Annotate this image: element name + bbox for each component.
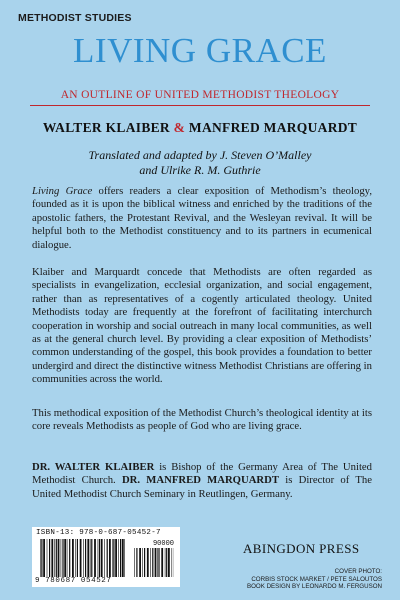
credits-line-1: COVER PHOTO: [334,568,382,575]
series-label: METHODIST STUDIES [18,12,132,24]
bio-klaiber-text: is Bishop of the Germany Area of The United Methodist Church. [32,461,372,487]
credits-line-3: BOOK DESIGN BY LEONARDO M. FERGUSON [246,583,382,591]
translators-credit [0,148,400,178]
author-first: WALTER KLAIBER [42,120,170,135]
bio-name-klaiber: DR. WALTER KLAIBER [32,461,155,473]
book-title: LIVING GRACE [73,31,327,70]
bio-name-marquardt: DR. MANFRED MARQUARDT [121,474,279,487]
barcode-panel [32,527,180,587]
translators-line-2: and Ulrike R. M. Guthrie [139,163,261,177]
price-code: 90000 [152,540,174,548]
bio-marquardt-text: is Director of The United Methodist Church Seminary in Reutlingen, Germany. [32,474,372,500]
authors-line [0,120,400,136]
isbn-label: ISBN-13: 978-0-687-05452-7 [36,529,161,537]
price-barcode [134,548,174,577]
blurb-title-italic: Living Grace [32,185,93,197]
author-ampersand: & [173,120,186,135]
blurb-paragraph-2: Klaiber and Marquardt concede that Methodists are often regarded as specialists in evangelization, ecclesial organization, and social engagement, rather than as representatives of a cogently articulated theology. United Methodists today are frequently at the forefront of facilitating interchurch cooperation in worship and social outreach in many local communities, as well as at the general church level. By providing a clear exposition of Methodists’ common understanding of the gospel, this book provides a foundation to better undergird and direct the distinctive witness Methodist Christians are offering in communities across the world. [32,266,372,386]
ean-barcode [40,539,126,577]
cover-credits [212,568,382,591]
author-bios [32,461,372,501]
barcode-digits: 9 780687 054527 [35,577,112,585]
subtitle-rule [30,105,370,106]
publisher-name: ABINGDON PRESS [243,541,360,556]
blurb-paragraph-1-text: offers readers a clear exposition of Methodism’s theology, founded as it is upon the biblical witness and enriched by the traditions of the apostolic fathers, the Protestant Revival, and the Wesleyan revival. It will be helpful both to the Methodist constituency and to its partners in ecumenical dialogue. [32,185,372,251]
credits-line-2: CORBIS STOCK MARKET / PETE SALOUTOS [251,575,382,583]
blurb-paragraph-3: This methodical exposition of the Methodist Church’s theological identity at its core reveals Methodists as people of God who are living grace. [32,407,372,433]
author-second: MANFRED MARQUARDT [188,120,358,135]
book-subtitle: AN OUTLINE OF UNITED METHODIST THEOLOGY [60,89,340,101]
translators-line-1: Translated and adapted by J. Steven O’Malley [88,148,312,162]
blurb-paragraph-1 [32,185,372,252]
